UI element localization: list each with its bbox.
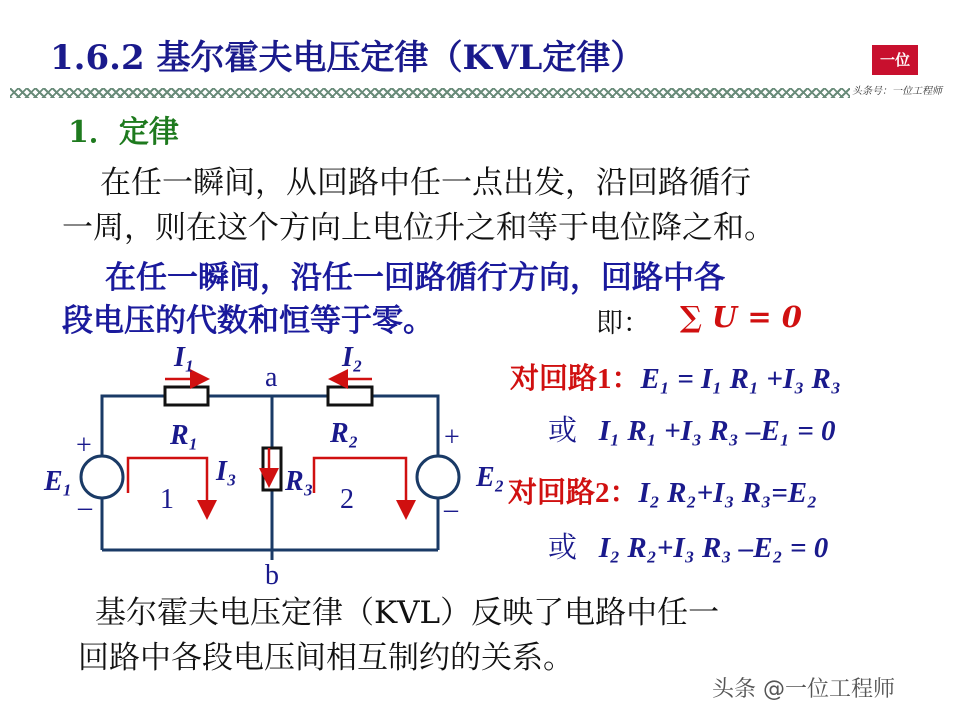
loop1-equation-row (510, 356, 841, 397)
page-title: 1.6.2 基尔霍夫电压定律（KVL定律） (50, 38, 645, 78)
e1-minus: – (78, 492, 92, 523)
restatement-line-1: 在任一瞬间，沿任一回路循行方向，回路中各 (105, 260, 725, 296)
loop2-equation-row (508, 470, 817, 511)
title-divider (10, 88, 850, 98)
label-r3: R₃ (285, 466, 314, 497)
loop1-alt-row (548, 408, 835, 449)
label-r1: R₁ (170, 420, 199, 451)
loop-number-2: 2 (340, 484, 354, 515)
loop-arrow-2 (314, 458, 406, 515)
resistor-r1 (165, 387, 208, 405)
loop1-alt-equation: I₁ R₁ +I₃ R₃ –E₁ = 0 (598, 415, 836, 447)
label-r2: R₂ (330, 418, 359, 449)
e1-plus: + (76, 430, 92, 461)
source-e2 (417, 456, 459, 498)
node-b: b (265, 560, 279, 590)
or-label-2: 或 (548, 532, 578, 564)
loop-number-1: 1 (160, 484, 174, 515)
loop2-equation: I₂ R₂+I₃ R₃=E₂ (638, 477, 818, 509)
conclusion-line-2: 回路中各段电压间相互制约的关系。 (78, 640, 574, 676)
label-e1: E₁ (44, 466, 73, 497)
resistor-r2 (328, 387, 372, 405)
kvl-formula: ∑ U = 0 (680, 300, 802, 334)
loop2-alt-equation: I₂ R₂+I₃ R₃ –E₂ = 0 (598, 532, 829, 564)
definition-line-1: 在任一瞬间，从回路中任一点出发，沿回路循行 (100, 165, 751, 201)
node-a: a (265, 362, 278, 393)
label-i3: I₃ (216, 456, 237, 487)
label-i1: I₁ (174, 342, 195, 373)
namely-label: 即： (596, 308, 650, 339)
definition-line-2: 一周，则在这个方向上电位升之和等于电位降之和。 (62, 210, 775, 246)
conclusion-line-1: 基尔霍夫电压定律（KVL）反映了电路中任一 (95, 595, 720, 631)
brand-logo: 一位 (872, 45, 918, 75)
watermark: 头条 @一位工程师 (712, 677, 895, 702)
circuit-diagram (0, 330, 520, 590)
loop1-label: 对回路1： (510, 363, 641, 395)
or-label-1: 或 (548, 415, 578, 447)
section-heading: 1．定律 (68, 115, 179, 150)
e2-minus: – (444, 494, 458, 525)
loop1-equation: E₁ = I₁ R₁ +I₃ R₃ (640, 363, 841, 395)
restatement-line-2: 段电压的代数和恒等于零。 (62, 303, 434, 339)
brand-caption: 头条号：一位工程师 (852, 86, 942, 97)
e2-plus: + (444, 422, 460, 453)
loop2-label: 对回路2： (508, 477, 639, 509)
label-i2: I₂ (342, 342, 363, 373)
resistor-r3 (263, 448, 281, 490)
loop2-alt-row (548, 525, 828, 566)
label-e2: E₂ (476, 462, 505, 493)
